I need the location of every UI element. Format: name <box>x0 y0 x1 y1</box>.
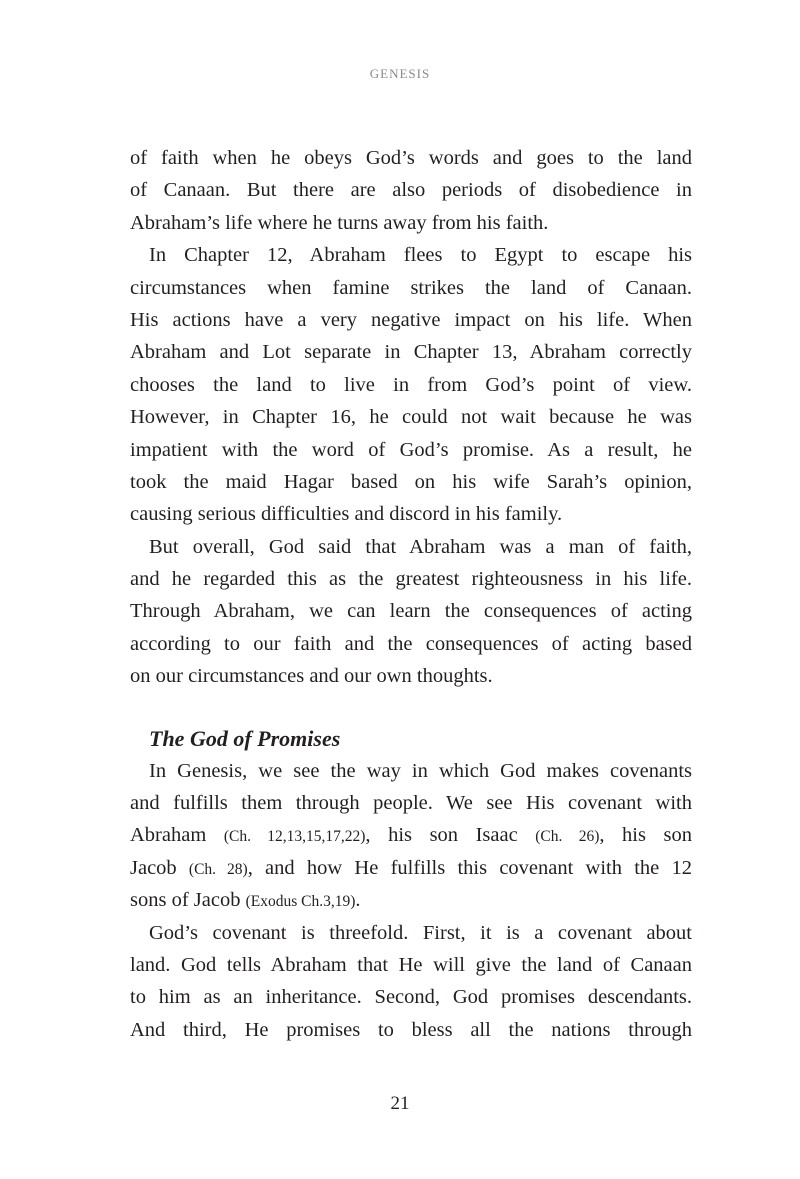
text-line: of faith when he obeys God’s words and goes to the land <box>130 147 692 169</box>
text-line: and he regarded this as the greatest righteousness in his life. <box>130 568 692 591</box>
text-line: Abraham and Lot separate in Chapter 13, Abraham correctly <box>130 341 692 364</box>
page-body <box>130 142 692 1046</box>
paragraph-2 <box>130 239 692 531</box>
section-heading: The God of Promises <box>149 725 341 751</box>
text-line: of Canaan. But there are also periods of disobedience in <box>130 179 692 202</box>
text-line: land. God tells Abraham that He will give the land of Canaan <box>130 953 692 976</box>
chapter-reference: (Ch. 12,13,15,17,22) <box>223 828 366 846</box>
text-line: God’s covenant is threefold. First, it is a covenant about <box>149 921 692 944</box>
text-line: to him as an inheritance. Second, God promises descendants. <box>130 986 692 1009</box>
text-line: But overall, God said that Abraham was a man of faith, <box>149 535 692 558</box>
text-line: Abraham’s life where he turns away from his faith. <box>130 211 549 234</box>
text-line: took the maid Hagar based on his wife Sarah’s opinion, <box>130 470 692 493</box>
text-line <box>130 852 692 884</box>
text-line: And third, He promises to bless all the nations through <box>130 1018 692 1041</box>
text-line: and fulfills them through people. We see His covenant with <box>130 792 692 815</box>
paragraph-5 <box>130 917 692 1047</box>
text-line: causing serious difficulties and discord in his family. <box>130 503 563 526</box>
text-line: Through Abraham, we can learn the consequences of acting <box>130 600 692 623</box>
text-line: In Genesis, we see the way in which God makes covenants <box>149 759 692 782</box>
chapter-reference: (Ch. 28) <box>188 860 248 878</box>
text-run: . <box>355 889 361 912</box>
chapter-reference: (Ch. 26) <box>535 828 600 846</box>
text-line: chooses the land to live in from God’s point of view. <box>130 373 692 396</box>
page-number: 21 <box>390 1093 410 1114</box>
running-header: GENESIS <box>369 66 431 81</box>
paragraph-1 <box>130 142 692 239</box>
paragraph-4 <box>130 755 692 917</box>
text-line <box>130 819 692 851</box>
text-line: circumstances when famine strikes the land of Canaan. <box>130 276 692 299</box>
text-line: impatient with the word of God’s promise. As a result, he <box>130 438 692 461</box>
chapter-reference: (Exodus Ch.3,19) <box>245 893 356 911</box>
text-line: In Chapter 12, Abraham flees to Egypt to escape his <box>149 244 692 267</box>
paragraph-3 <box>130 531 692 693</box>
text-run: , his son Isaac <box>365 824 536 847</box>
text-run: sons of Jacob <box>130 889 246 912</box>
text-run: Jacob <box>130 856 189 879</box>
text-line: His actions have a very negative impact on his life. When <box>130 308 692 331</box>
text-line <box>130 884 692 916</box>
text-line: according to our faith and the consequences of acting based <box>130 632 692 655</box>
text-line: However, in Chapter 16, he could not wait because he was <box>130 406 692 429</box>
text-run: , his son <box>599 824 692 847</box>
text-run: Abraham <box>130 824 224 847</box>
text-line: on our circumstances and our own thoughts. <box>130 665 493 688</box>
text-run: , and how He fulfills this covenant with the 12 <box>247 856 692 879</box>
